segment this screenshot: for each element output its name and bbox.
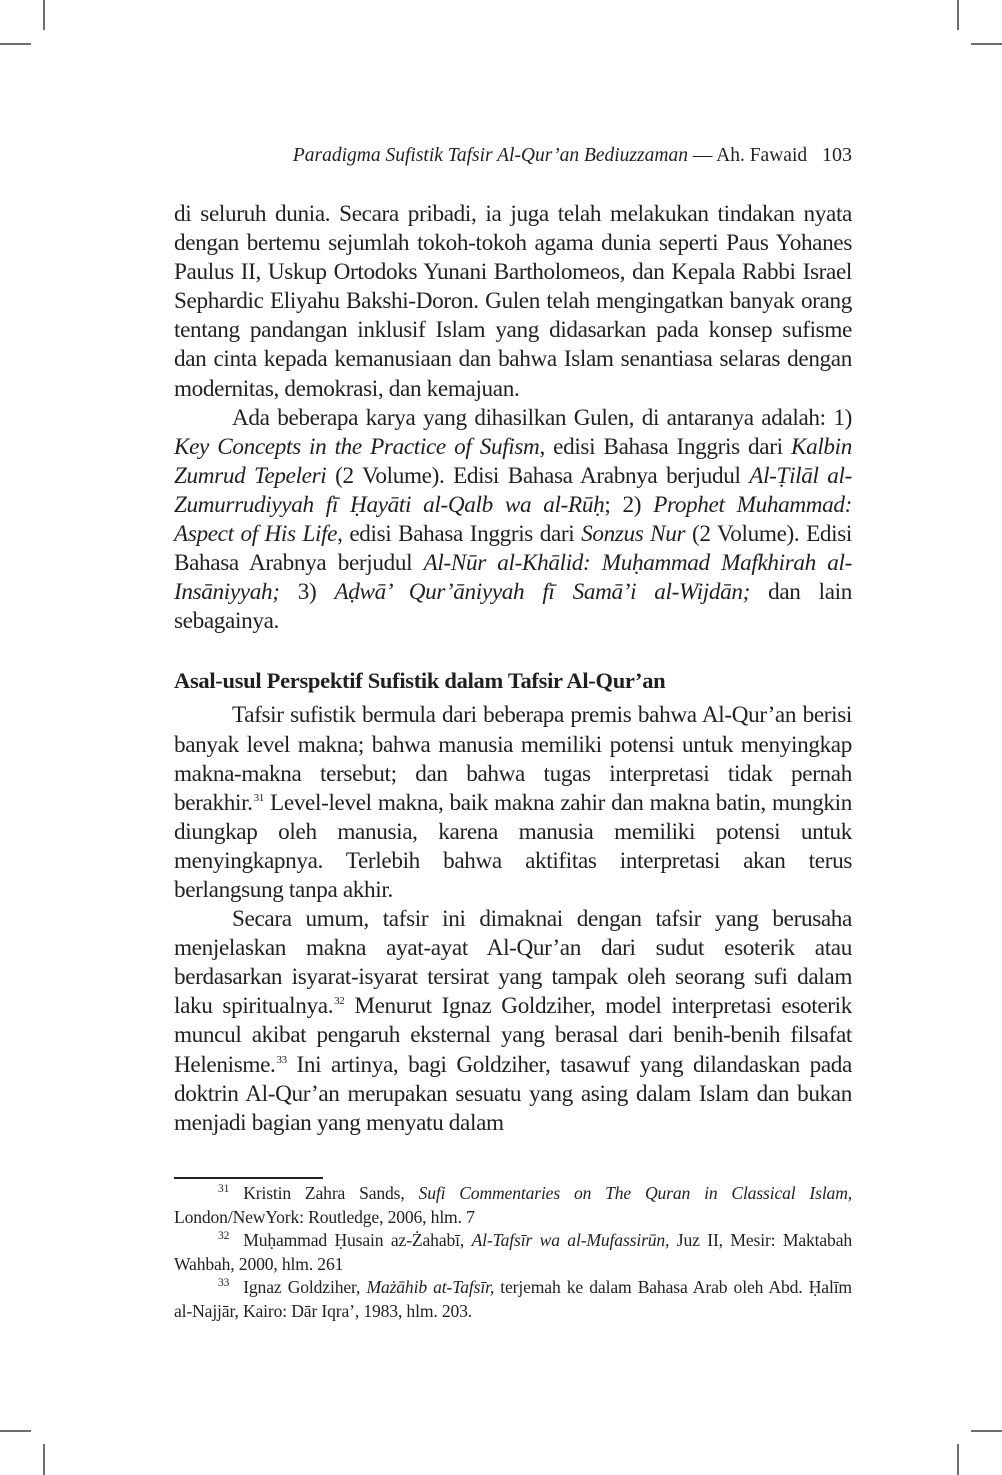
body-text	[174, 200, 852, 1138]
italic-title: Mażāhib at-Tafsīr,	[366, 1277, 495, 1298]
paragraph: di seluruh dunia. Secara pribadi, ia juga telah melakukan tindakan nyata dengan bertemu sejumlah tokoh-tokoh agama dunia seperti Paus Yohanes Paulus II, Uskup Ortodoks Yunani Bartholomeos, dan Kepala Rabbi Israel Sephardic Eliyahu Bakshi-Doron. Gulen telah mengingatkan banyak orang tentang pandangan inklusif Islam yang didasarkan pada konsep sufisme dan cinta kepada kemanusiaan dan bahwa Islam senantiasa selaras dengan modernitas, demokrasi, dan kemajuan.	[174, 201, 852, 402]
footnotes	[174, 1182, 852, 1324]
paragraph: Ada beberapa karya yang dihasilkan Gulen, di antaranya adalah: 1) Key Concepts in the Practice of Sufism, edisi Bahasa Inggris dari Kalbin Zumrud Tepeleri (2 Volume). Edisi Bahasa Arabnya berjudul Al-Ṭilāl al-Zumurrudiyyah fī Ḥayāti al-Qalb wa al-Rūḥ; 2) Prophet Muhammad: Aspect of His Life, edisi Bahasa Inggris dari Sonzus Nur (2 Volume). Edisi Bahasa Arabnya berjudul Al-Nūr al-Khālid: Muḥammad Mafkhirah al-Insāniyyah; 3) Aḍwā’ Qur’āniyyah fī Samā’i al-Wijdān; dan lain sebagainya.	[174, 404, 853, 635]
section-heading: Asal-usul Perspektif Sufistik dalam Tafsir Al-Qur’an	[174, 668, 666, 694]
page-number: 103	[822, 144, 852, 166]
paragraph: Tafsir sufistik bermula dari beberapa premis bahwa Al-Qur’an berisi banyak level makna; bahwa manusia memiliki potensi untuk menyingkap makna-makna tersebut; dan bahwa tugas interpretasi tidak pernah berakhir.$^{31}$ Level-level makna, baik makna zahir dan makna batin, mungkin diungkap oleh manusia, karena manusia memiliki potensi untuk menyingkapnya. Terlebih bahwa aktifitas interpretasi akan terus berlangsung tanpa akhir.	[174, 702, 852, 903]
crop-mark-top-left-horizontal	[0, 43, 31, 45]
crop-mark-bottom-left-vertical	[43, 1444, 45, 1475]
crop-mark-top-right-horizontal	[971, 43, 1002, 45]
crop-mark-bottom-left-horizontal	[0, 1430, 31, 1432]
footnote	[174, 1229, 852, 1276]
italic-title: Al-Nūr al-Khālid: Muḥammad Mafkhirah al-Insāniyyah;	[174, 550, 852, 606]
footnote-text: Ignaz Goldziher, Mażāhib at-Tafsīr, terjemah ke dalam Bahasa Arab oleh Abd. Ḥalīm al-Najjār, Kairo: Dār Iqra’, 1983, hlm. 203.	[174, 1277, 852, 1321]
italic-title: Key Concepts in the Practice of Sufism	[174, 433, 540, 460]
italic-title: Kalbin Zumrud Tepeleri	[174, 433, 853, 489]
footnote-reference[interactable]: 32	[334, 995, 345, 1008]
italic-title: Sonzus Nur	[581, 521, 686, 548]
italic-title: Sufi Commentaries on The Quran in Classical Islam,	[418, 1183, 853, 1203]
running-title: Paradigma Sufistik Tafsir Al-Qur’an Bediuzzaman	[292, 145, 688, 166]
crop-mark-bottom-right-horizontal	[971, 1430, 1002, 1432]
crop-mark-bottom-right-vertical	[957, 1444, 959, 1475]
paragraph: Secara umum, tafsir ini dimaknai dengan tafsir yang berusaha menjelaskan makna ayat-ayat Al-Qur’an dari sudut esoterik atau berdasarkan isyarat-isyarat tersirat yang tampak oleh seorang sufi dalam laku spiritualnya.$^{32}$ Menurut Ignaz Goldziher, model interpretasi esoterik muncul akibat pengaruh eksternal yang berasal dari benih-benih filsafat Helenisme.$^{33}$ Ini artinya, bagi Goldziher, tasawuf yang dilandaskan pada doktrin Al-Qur’an merupakan sesuatu yang asing dalam Islam dan bukan menjadi bagian yang menyatu dalam	[174, 906, 852, 1136]
footnote-reference[interactable]: 33	[276, 1053, 287, 1066]
footnote-number: 32	[218, 1230, 230, 1243]
running-author: — Ah. Fawaid	[692, 145, 808, 166]
footnote-number: 31	[218, 1183, 230, 1195]
italic-title: Al-Tafsīr wa al-Mufassirūn,	[471, 1230, 670, 1251]
italic-title: Al-Ṭilāl al-Zumurrudiyyah fī Ḥayāti al-Qalb wa al-Rūḥ	[174, 462, 852, 518]
footnote-text: Kristin Zahra Sands, Sufi Commentaries on The Quran in Classical Islam, London/NewYork: Routledge, 2006, hlm. 7	[174, 1183, 853, 1227]
crop-mark-top-right-vertical	[957, 0, 959, 30]
italic-title: Prophet Muhammad: Aspect of His Life	[174, 491, 852, 548]
footnote	[174, 1182, 852, 1229]
italic-title: Aḍwā’ Qur’āniyyah fī Samā’i al-Wijdān;	[334, 579, 750, 606]
running-header	[293, 142, 852, 169]
footnote-separator	[174, 1177, 323, 1179]
footnote-reference[interactable]: 31	[253, 791, 264, 804]
footnote-number: 33	[218, 1277, 230, 1290]
crop-mark-top-left-vertical	[43, 0, 45, 30]
footnote	[174, 1276, 852, 1323]
footnote-text: Muḥammad Ḥusain az-Żahabī, Al-Tafsīr wa al-Mufassirūn, Juz II, Mesir: Maktabah Wahbah, 2000, hlm. 261	[174, 1230, 852, 1274]
